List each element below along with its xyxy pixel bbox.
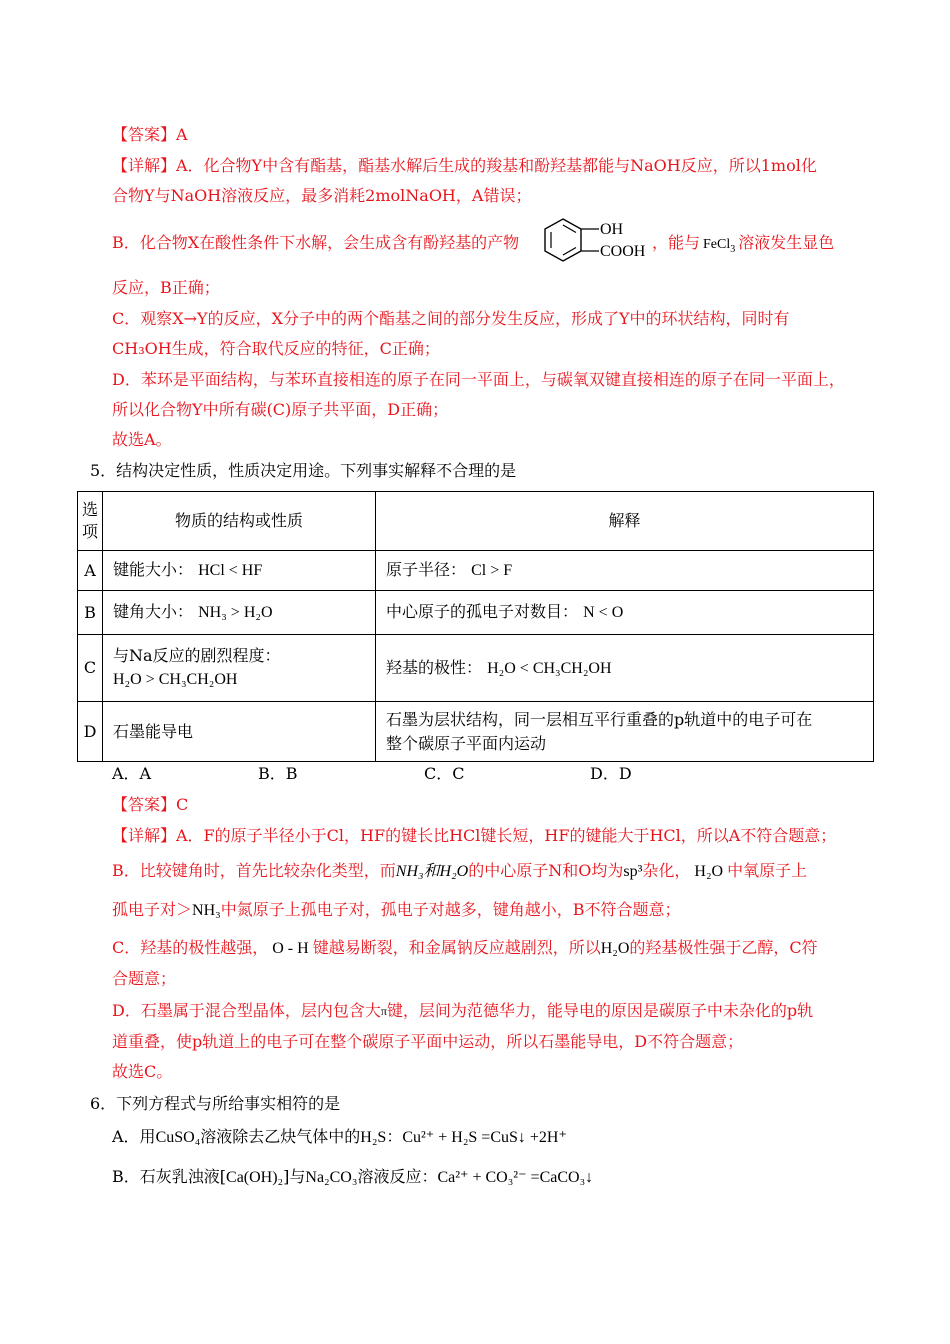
q5-detail-d-line1: D．石墨属于混合型晶体，层内包含大$^\pi$键，层间为范德华力，能导电的原因是碳原子中未杂化的p轨 <box>112 1001 814 1020</box>
struct-oh-label: OH <box>600 221 624 238</box>
q5-detail-a: 【详解】A．F的原子半径小于Cl，HF的键长比HCl键长短，HF的键能大于HCl，所以A不符合题意； <box>112 826 837 845</box>
q5-header-explanation: 解释 <box>376 492 874 551</box>
q5-option-d: D．D <box>590 764 632 783</box>
q5-header-option: 选项 <box>78 492 103 551</box>
q5-row-explanation: 原子半径： Cl > F <box>376 551 874 591</box>
q4-detail-d-line1: D．苯环是平面结构，与苯环直接相连的原子在同一平面上，与碳氧双键直接相连的原子在同一平面上， <box>112 370 845 389</box>
q5-table <box>77 491 874 762</box>
q5-option-a: A．A <box>112 764 152 783</box>
q5-options <box>112 763 632 785</box>
q5-table-header <box>78 492 874 551</box>
q5-conclusion: 故选C。 <box>112 1062 173 1081</box>
q4-detail-b-tail <box>652 232 834 256</box>
q5-detail-b-line2: 孤电子对＞NH₃中氮原子上孤电子对，孤电子对越多，键角越小，B不符合题意； <box>112 900 681 919</box>
q5-row-explanation: 中心原子的孤电子对数目： N < O <box>376 591 874 635</box>
q4-detail-b-post: 溶液发生显色 <box>738 233 835 252</box>
q4-detail-a-line1: 【详解】A．化合物Y中含有酯基，酯基水解后生成的羧基和酚羟基都能与NaOH反应，所以1mol化 <box>112 156 817 175</box>
q6-option-a: A．用CuSO₄溶液除去乙炔气体中的H₂S：Cu²⁺ + H₂S =CuS↓ +2H⁺ <box>112 1127 567 1146</box>
q5-row-option: B <box>78 591 103 635</box>
q5-row-b <box>78 591 874 635</box>
q4-detail-b-line2: 反应，B正确； <box>112 278 220 297</box>
q4-answer: 【答案】A <box>112 125 188 144</box>
q5-row-option: D <box>78 702 103 762</box>
q5-row-explanation: 石墨为层状结构，同一层相互平行重叠的p轨道中的电子可在 整个碳原子平面内运动 <box>376 702 874 762</box>
q4-detail-b-line1 <box>112 232 519 254</box>
q5-row-explanation: 羟基的极性： H₂O < CH₃CH₂OH <box>376 635 874 702</box>
salicylic-acid-structure <box>543 215 658 267</box>
q4-detail-c-line1: C．观察X→Y的反应，X分子中的两个酯基之间的部分发生反应，形成了Y中的环状结构，同时有 <box>112 309 790 328</box>
fecl3-formula: FeCl$_3$ <box>703 237 736 255</box>
q5-detail-c-line2: 合题意； <box>112 969 177 988</box>
q5-row-property: 石墨能导电 <box>103 702 376 762</box>
q5-row-property: 键能大小： HCl < HF <box>103 551 376 591</box>
q5-row-option: C <box>78 635 103 702</box>
q5-row-a <box>78 551 874 591</box>
q5-detail-d-line2: 道重叠，使p轨道上的电子可在整个碳原子平面中运动，所以石墨能导电，D不符合题意； <box>112 1032 744 1051</box>
q5-row-d <box>78 702 874 762</box>
q4-conclusion: 故选A。 <box>112 430 172 449</box>
q5-header-property: 物质的结构或性质 <box>103 492 376 551</box>
q5-row-property: 与Na反应的剧烈程度： H₂O > CH₃CH₂OH <box>103 635 376 702</box>
q5-row-property: 键角大小： NH₃ > H₂O <box>103 591 376 635</box>
q5-detail-c-line1: C．羟基的极性越强， O - H 键越易断裂，和金属钠反应越剧烈，所以H₂O的羟基极性强于乙醇，C符 <box>112 938 818 957</box>
q5-option-c: C．C <box>424 764 465 783</box>
q5-answer: 【答案】C <box>112 795 189 814</box>
q5-row-c <box>78 635 874 702</box>
q4-detail-b-pre: B．化合物X在酸性条件下水解，会生成含有酚羟基的产物 <box>112 233 520 252</box>
struct-cooh-label: COOH <box>600 243 646 260</box>
q4-detail-b-mid: ，能与 <box>652 233 701 252</box>
q5-stem: 5．结构决定性质，性质决定用途。下列事实解释不合理的是 <box>90 461 517 480</box>
q5-option-b: B．B <box>258 764 298 783</box>
q5-row-option: A <box>78 551 103 591</box>
q4-detail-a-line2: 合物Y与NaOH溶液反应，最多消耗2molNaOH，A错误； <box>112 186 532 205</box>
q5-detail-b-line1: B．比较键角时，首先比较杂化类型，而NH₃和H₂O的中心原子N和O均为sp³杂化， H₂O 中氧原子上 <box>112 861 808 880</box>
q6-stem: 6．下列方程式与所给事实相符的是 <box>90 1094 341 1113</box>
q6-option-b: B．石灰乳浊液[Ca(OH)₂]与Na₂CO₃溶液反应：Ca²⁺ + CO₃²⁻ =CaCO₃↓ <box>112 1167 594 1186</box>
q4-detail-c-line2: CH₃OH生成，符合取代反应的特征，C正确； <box>112 339 440 358</box>
q4-detail-d-line2: 所以化合物Y中所有碳(C)原子共平面，D正确； <box>112 400 449 419</box>
